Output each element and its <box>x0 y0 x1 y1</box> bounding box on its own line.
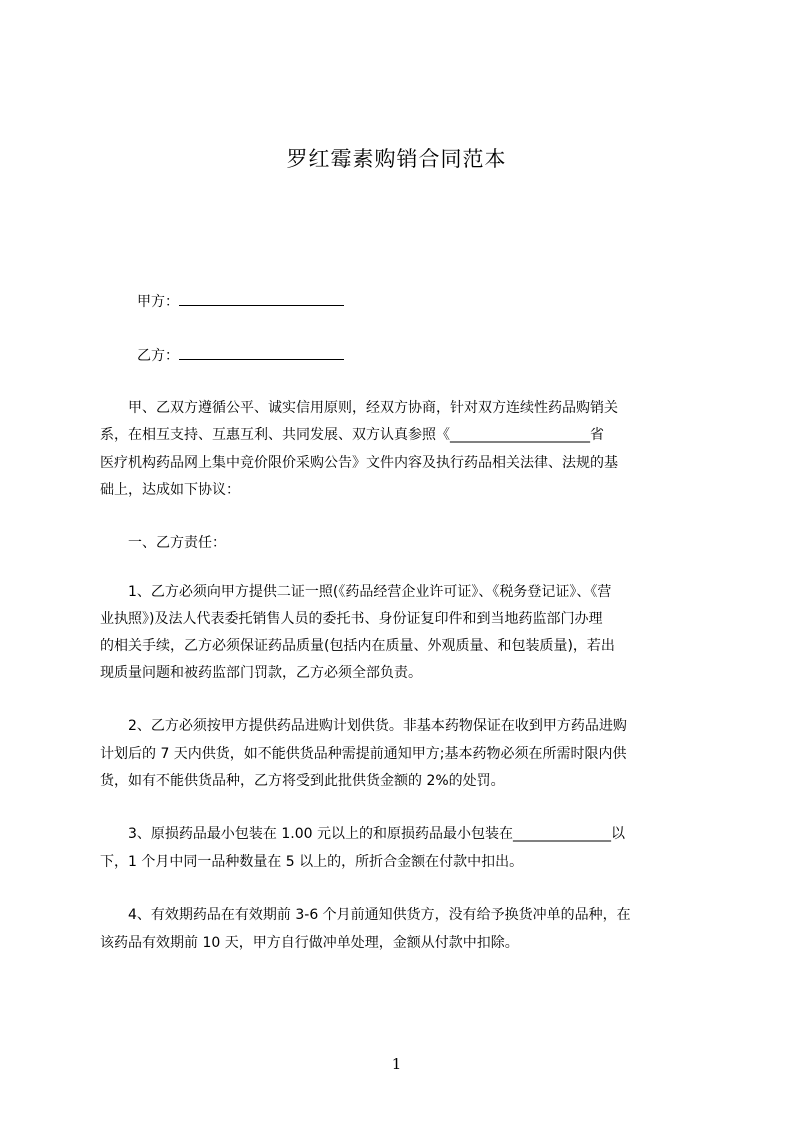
clause4-line-1: 4、有效期药品在有效期前 3-6 个月前通知供货方，没有给予换货冲单的品种，在 <box>100 907 631 923</box>
page-number: 1 <box>391 1055 402 1073</box>
section-heading: 一、乙方责任： <box>100 535 226 551</box>
clause2-line-1: 2、乙方必须按甲方提供药品进购计划供货。非基本药物保证在收到甲方药品进购 <box>100 718 627 734</box>
clause1-line-4: 现质量问题和被药监部门罚款，乙方必须全部负责。 <box>100 665 422 681</box>
clause2-line-3: 货，如有不能供货品种，乙方将受到此批供货金额的 2%的处罚。 <box>100 773 505 789</box>
clause4-line-2: 该药品有效期前 10 天，甲方自行做冲单处理，金额从付款中扣除。 <box>100 935 519 951</box>
clause2-line-2: 计划后的 7 天内供货，如不能供货品种需提前通知甲方;基本药物必须在所需时限内供 <box>100 746 627 762</box>
clause3-line-1: 3、原损药品最小包装在 1.00 元以上的和原损药品最小包装在______________以 <box>100 826 625 842</box>
intro-line-2: 系，在相互支持、互惠互利、共同发展、双方认真参照《____________________省 <box>100 427 604 443</box>
party-a-label: 甲方： <box>137 294 179 310</box>
clause3-line-2: 下，1 个月中同一品种数量在 5 以上的，所折合金额在付款中扣出。 <box>100 854 524 870</box>
party-a-blank <box>179 291 344 306</box>
intro-line-3: 医疗机构药品网上集中竞价限价采购公告》文件内容及执行药品相关法律、法规的基 <box>100 455 618 471</box>
clause1-line-1: 1、乙方必须向甲方提供二证一照(《药品经营企业许可证》、《税务登记证》、《营 <box>100 584 612 600</box>
clause1-line-3: 的相关手续，乙方必须保证药品质量(包括内在质量、外观质量、和包装质量)，若出 <box>100 638 615 654</box>
party-b-label: 乙方： <box>137 348 179 364</box>
page-title: 罗红霉素购销合同范本 <box>286 147 507 171</box>
party-b-field <box>137 345 344 366</box>
party-b-blank <box>179 345 344 360</box>
party-a-field <box>137 291 344 312</box>
intro-line-4: 础上，达成如下协议： <box>100 482 240 498</box>
clause1-line-2: 业执照》)及法人代表委托销售人员的委托书、身份证复印件和到当地药监部门办理 <box>100 611 603 627</box>
intro-line-1: 甲、乙双方遵循公平、诚实信用原则，经双方协商，针对双方连续性药品购销关 <box>100 400 618 416</box>
